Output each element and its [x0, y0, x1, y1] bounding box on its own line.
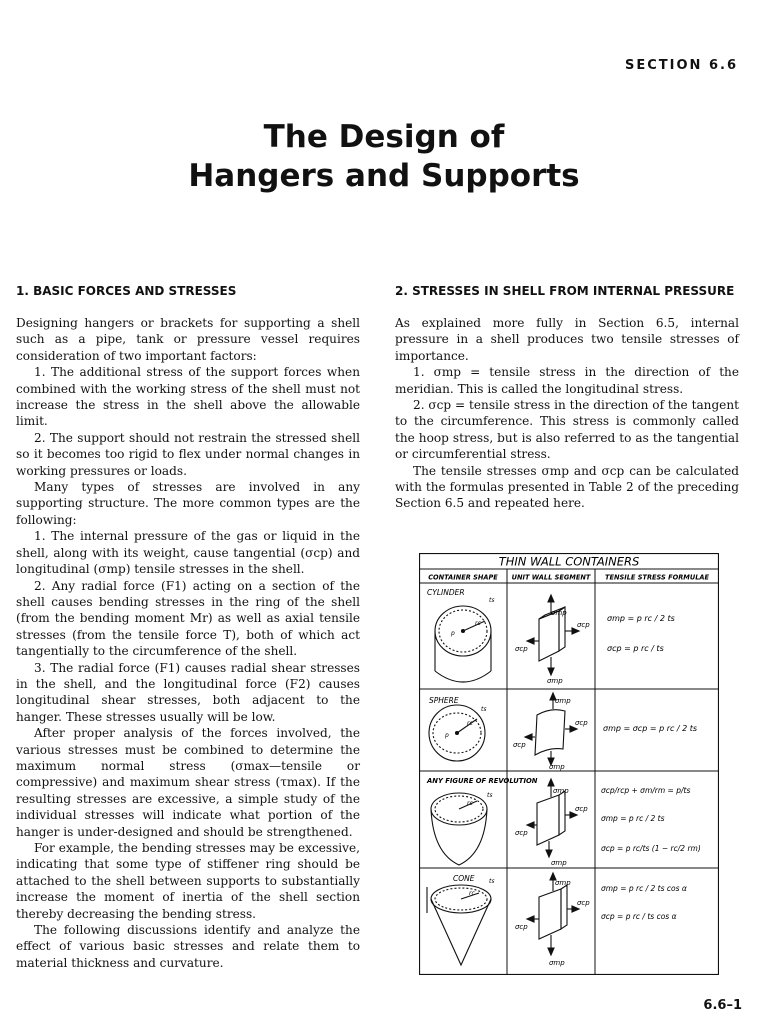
paragraph: 1. The additional stress of the support forces when combined with the working stress of the shell must not increase the stress in the shell above the allowable limit.: [16, 365, 360, 429]
formula-cone-scp: σcp = p rc / ts cos α: [601, 912, 677, 921]
shape-label-revolution: ANY FIGURE OF REVOLUTION: [427, 777, 538, 785]
paragraph: For example, the bending stresses may be excessive, indicating that some type of stiffener ring should be attached to the shell between supports to substantially increase the moment of inertia of the shell section thereby decreasing the bending stress.: [16, 841, 360, 921]
col-header-segment: UNIT WALL SEGMENT: [511, 573, 591, 582]
sph-rc-label: rc: [467, 720, 473, 727]
rev-ts-label: ts: [487, 792, 493, 799]
paragraph: The tensile stresses σmp and σcp can be calculated with the formulas presented in Table 2 of the preceding Section 6.5 and repeated here.: [395, 463, 739, 511]
cyl-rc-label: rc: [475, 620, 481, 627]
title-line-2: Hangers and Supports: [188, 158, 580, 194]
col-header-shape: CONTAINER SHAPE: [428, 573, 498, 582]
formula-sphere: σmp = σcp = p rc / 2 ts: [603, 724, 698, 733]
paragraph: Many types of stresses are involved in any supporting structure. The more common types are the following:: [16, 480, 360, 527]
cone-seg-smp-top: σmp: [555, 879, 571, 887]
revolution-segment-drawing: [527, 779, 577, 857]
section-heading-1: 1. BASIC FORCES AND STRESSES: [16, 284, 237, 298]
formula-rev-2: σmp = p rc / 2 ts: [601, 814, 665, 823]
cylinder-segment-drawing: [527, 595, 579, 675]
cone-seg-scp-left: σcp: [515, 923, 528, 931]
section-heading-2: 2. STRESSES IN SHELL FROM INTERNAL PRESSURE: [395, 284, 735, 298]
col-header-formulae: TENSILE STRESS FORMULAE: [604, 573, 710, 582]
cone-drawing: [427, 885, 491, 965]
paragraph: 2. The support should not restrain the stressed shell so it becomes too rigid to flex under normal changes in working pressures or loads.: [16, 430, 360, 478]
page-number: 6.6–1: [703, 998, 742, 1013]
title-line-1: The Design of: [263, 119, 505, 155]
cyl-seg-scp-left: σcp: [515, 645, 528, 653]
cyl-seg-scp-right: σcp: [577, 621, 590, 629]
formula-cyl-scp: σcp = p rc / ts: [607, 644, 664, 653]
section-body-1: [16, 315, 360, 971]
paragraph: As explained more fully in Section 6.5, internal pressure in a shell produces two tensile stresses of importance.: [395, 316, 739, 363]
sph-seg-smp-bottom: σmp: [549, 763, 565, 771]
paragraph: 3. The radial force (F1) causes radial shear stresses in the shell, and the longitudinal force (F2) causes longitudinal shear stresses, both adjacent to the hanger. These stresses usually will be low.: [16, 660, 360, 724]
cyl-seg-smp-top: σmp: [551, 609, 567, 617]
paragraph: 2. Any radial force (F1) acting on a section of the shell causes bending stresses in the ring of the shell (from the bending moment Mr) as well as axial tensile stresses (from the tensile force T), both of which act tangentially to the circumference of the shell.: [16, 578, 360, 659]
paragraph: After proper analysis of the forces involved, the various stresses must be combined to determine the maximum normal stress (σmax—tensile or compressive) and maximum shear stress (τmax). If the resulting stresses are excessive, a simple study of the individual stresses will indicate what portion of the hanger is under-designed and should be strengthened.: [16, 726, 360, 839]
cyl-ts-label: ts: [489, 597, 495, 604]
sph-seg-smp-top: σmp: [555, 697, 571, 705]
sph-seg-scp-right: σcp: [575, 719, 588, 727]
rev-seg-scp-left: σcp: [515, 829, 528, 837]
shape-label-sphere: SPHERE: [429, 696, 459, 705]
cone-ts-label: ts: [489, 878, 495, 885]
revolution-drawing: [431, 793, 487, 865]
cone-seg-scp-right: σcp: [577, 899, 590, 907]
shape-label-cylinder: CYLINDER: [427, 588, 465, 597]
formula-rev-3: σcp = p rc/ts (1 − rc/2 rm): [601, 844, 701, 853]
cone-seg-smp-bottom: σmp: [549, 959, 565, 967]
cyl-seg-smp-bottom: σmp: [547, 677, 563, 685]
figure-title: THIN WALL CONTAINERS: [498, 554, 640, 569]
sph-ts-label: ts: [481, 706, 487, 713]
sph-p-label: p: [445, 732, 449, 739]
paragraph: 1. The internal pressure of the gas or liquid in the shell, along with its weight, cause tangential (σcp) and longitudinal (σmp) tensile stresses in the shell.: [16, 529, 360, 577]
section-body-2: [395, 315, 739, 512]
paragraph: The following discussions identify and analyze the effect of various basic stresses and relate them to material thickness and curvature.: [16, 923, 360, 970]
page-title: [0, 118, 768, 196]
shape-label-cone: CONE: [453, 874, 475, 883]
column-left: [16, 283, 360, 971]
sph-seg-scp-left: σcp: [513, 741, 526, 749]
rev-seg-smp-top: σmp: [553, 787, 569, 795]
cone-rc-label: rc: [469, 890, 475, 897]
section-label: SECTION 6.6: [625, 58, 738, 73]
column-right: [395, 283, 739, 512]
rev-seg-scp-right: σcp: [575, 805, 588, 813]
thin-wall-containers-figure: [419, 553, 719, 975]
rev-rc-label: rc: [467, 800, 473, 807]
cone-segment-drawing: [527, 873, 579, 955]
paragraph: Designing hangers or brackets for supporting a shell such as a pipe, tank or pressure vessel requires consideration of two important factors:: [16, 316, 360, 363]
cylinder-drawing: [435, 606, 491, 682]
sphere-drawing: [429, 705, 485, 761]
cyl-p-label: p: [451, 630, 455, 637]
paragraph: 1. σmp = tensile stress in the direction of the meridian. This is called the longitudinal stress.: [395, 365, 739, 396]
rev-seg-smp-bottom: σmp: [551, 859, 567, 867]
formula-cone-smp: σmp = p rc / 2 ts cos α: [601, 884, 687, 893]
formula-rev-1: σcp/rcp + σm/rm = p/ts: [601, 786, 691, 795]
paragraph: 2. σcp = tensile stress in the direction of the tangent to the circumference. This stress is commonly called the hoop stress, but is also referred to as the tangential or circumferential stress.: [395, 398, 739, 462]
formula-cyl-smp: σmp = p rc / 2 ts: [607, 614, 675, 623]
